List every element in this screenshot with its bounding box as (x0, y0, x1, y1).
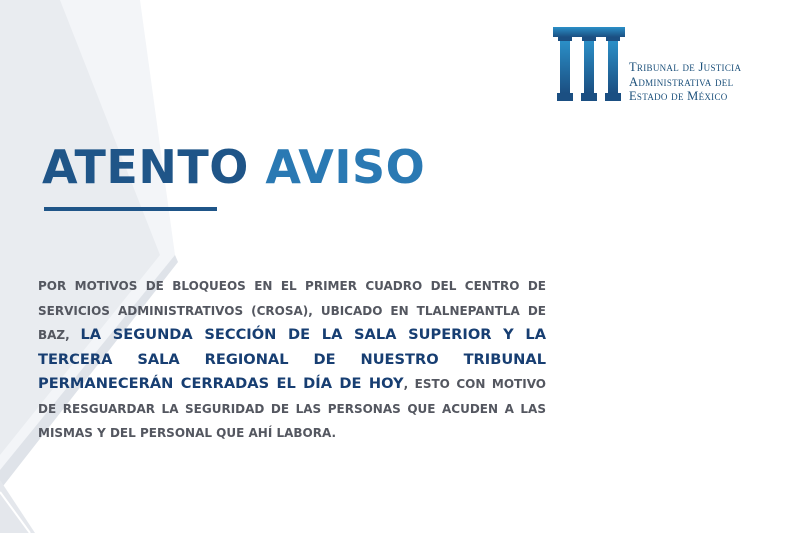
logo-line-3: Estado de México (629, 89, 728, 103)
title-word-2: AVISO (265, 140, 426, 194)
logo-line-1: Tribunal de Justicia (629, 60, 742, 74)
tribunal-pillars-icon (553, 27, 625, 101)
notice-title (42, 140, 425, 194)
body-highlight: LA SEGUNDA SECCIÓN DE LA SALA SUPERIOR Y LA TERCERA SALA REGIONAL DE NUESTRO TRIBUNAL PERMANECERÁN CERRADAS EL DÍA DE HOY (38, 326, 546, 392)
tribunal-logo (553, 27, 763, 103)
logo-line-2: Administrativa del (629, 74, 734, 89)
notice-body (38, 274, 546, 446)
logo-text (629, 60, 741, 104)
title-underline (44, 207, 217, 211)
body-text-start: POR MOTIVOS DE BLOQUEOS EN EL PRIMER CUADRO DEL CENTRO DE SERVICIOS ADMINISTRATIVOS (CROSA), UBICADO EN TLALNEPANTLA DE BAZ, (38, 279, 546, 342)
body-text-end: , ESTO CON MOTIVO DE RESGUARDAR LA SEGURIDAD DE LAS PERSONAS QUE ACUDEN A LAS MISMAS Y DEL PERSONAL QUE AHÍ LABORA. (38, 377, 546, 440)
title-word-1: ATENTO (42, 140, 249, 194)
